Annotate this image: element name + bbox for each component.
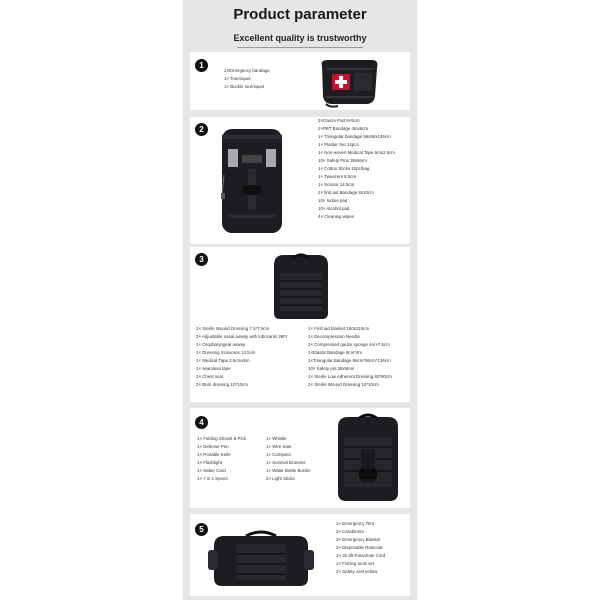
list-item: 2×Gauze Pad 5×5cm — [318, 118, 360, 123]
list-item: 2× Adjustable nasal airway with lubricants 28Fr — [196, 334, 288, 339]
list-item: 2× Chest seal — [196, 374, 223, 379]
panel-4-right-list — [266, 435, 311, 483]
list-item: 1× Whistle — [266, 436, 287, 441]
list-item: 1× 32.8ft Parachute Cord — [336, 553, 386, 558]
list-item: 1× seamless tape — [196, 366, 231, 371]
list-item: 1× Non-woven Medical Tape 5mx2.5cm — [318, 150, 395, 155]
step-badge-2: 2 — [195, 123, 208, 136]
list-item: 2× first aid Bandage 8x10cm — [318, 190, 374, 195]
list-item: 1× Buckle tourniquet — [224, 84, 265, 89]
list-item: 1× Survival Bracelet — [266, 460, 306, 465]
trauma-bag-image — [270, 251, 332, 321]
panel-3-right-list — [308, 325, 392, 389]
list-item: 1× Cotton Sticks 10pc/bag — [318, 166, 370, 171]
list-item: 3× Disposable Raincoat — [336, 545, 383, 550]
list-item: 1× Water Bottle Buckle — [266, 468, 311, 473]
list-item: 1× Tourniquet — [224, 76, 251, 81]
list-item: 1× Fishing tools set — [336, 561, 374, 566]
list-item: 1× Tweezers 8.5cm — [318, 174, 357, 179]
list-item: 10× Safety pin 38x9mm — [308, 366, 355, 371]
list-item: 2× Burn dressing 10*10cm — [196, 382, 248, 387]
tourniquet-pouch-image — [316, 56, 382, 108]
panel-1-list — [224, 67, 270, 91]
list-item: 1× Dressing Scissores 14.5cm — [196, 350, 256, 355]
list-item: 1× Folding Shovel & Pick — [197, 436, 246, 441]
survival-pouch-image — [332, 411, 404, 505]
waist-pack-image — [206, 528, 316, 592]
medical-pouch-image — [218, 125, 286, 237]
list-item: 3× Emergency Blanket — [336, 537, 381, 542]
list-item: 3× Carabiners — [336, 529, 364, 534]
panel-3-left-list — [196, 325, 287, 389]
subtitle-underline — [237, 47, 363, 48]
list-item: 2×PBT Bandage 4mx6cm — [318, 126, 369, 131]
list-item: 1× Flashlight — [197, 460, 223, 465]
panel-5 — [190, 514, 410, 596]
list-item: 1× Wire Saw — [266, 444, 292, 449]
page-subtitle: Excellent quality is trustworthy — [233, 33, 367, 43]
list-item: 1× Defense Pen — [197, 444, 229, 449]
list-item: 1× Saber Card — [197, 468, 226, 473]
list-item: 1× Compass — [266, 452, 291, 457]
list-item: 1× Decompression Needle — [308, 334, 360, 339]
list-item: 2× Light Sticks — [266, 476, 295, 481]
list-item: 10× Iodine pad — [318, 198, 348, 203]
step-badge-1: 1 — [195, 59, 208, 72]
list-item: 1× Medical Tape 2.5cmx5m — [196, 358, 250, 363]
list-item: 3× Safety vest yellow — [336, 569, 378, 574]
list-item: 1× Scissor 14.5cm — [318, 182, 355, 187]
panel-5-list — [336, 520, 385, 576]
list-item: 1× First aid blanket 160x210cm — [308, 326, 370, 331]
list-item: 2× Compressed gauze sponge 4m×7.5cm — [308, 342, 390, 347]
list-item: 2× Sterile Wound Dressing 7.5*7.5cm — [196, 326, 270, 331]
panel-2 — [190, 117, 410, 244]
list-item: 10× Alcohol pad — [318, 206, 350, 211]
list-item: 1× Portable Knife — [197, 452, 231, 457]
list-item: 1× Sterile Low Adherent Dressing 60*80cm — [308, 374, 392, 379]
list-item: 1× 7 in 1 Spoon — [197, 476, 228, 481]
list-item: 1×Emergency bandage — [224, 68, 270, 73]
list-item: 10× Safety Pins 38x9mm — [318, 158, 367, 163]
list-item: 1×Triangular Bandage 96cm*96cm*136cm — [308, 358, 391, 363]
list-item: 1× Oropharyngeal airway — [196, 342, 246, 347]
list-item: 2× Sterile Wound Dressing 10*10cm — [308, 382, 379, 387]
panel-3 — [190, 247, 410, 402]
list-item: 1×Elastic Bandage 8cm*4m — [308, 350, 363, 355]
list-item: 1× Triangular bandage 96x96x136cm — [318, 134, 391, 139]
page-title: Product parameter — [233, 6, 367, 23]
step-badge-3: 3 — [195, 253, 208, 266]
panel-1 — [190, 52, 410, 110]
list-item: 1× Plaster Set 14pcs — [318, 142, 359, 147]
step-badge-5: 5 — [195, 523, 208, 536]
step-badge-4: 4 — [195, 416, 208, 429]
panel-4-left-list — [197, 435, 246, 483]
list-item: 1× Emergency Tent — [336, 521, 374, 526]
panel-2-list — [318, 117, 395, 221]
panel-4 — [190, 408, 410, 508]
list-item: 4× Cleaning wipes — [318, 214, 355, 219]
